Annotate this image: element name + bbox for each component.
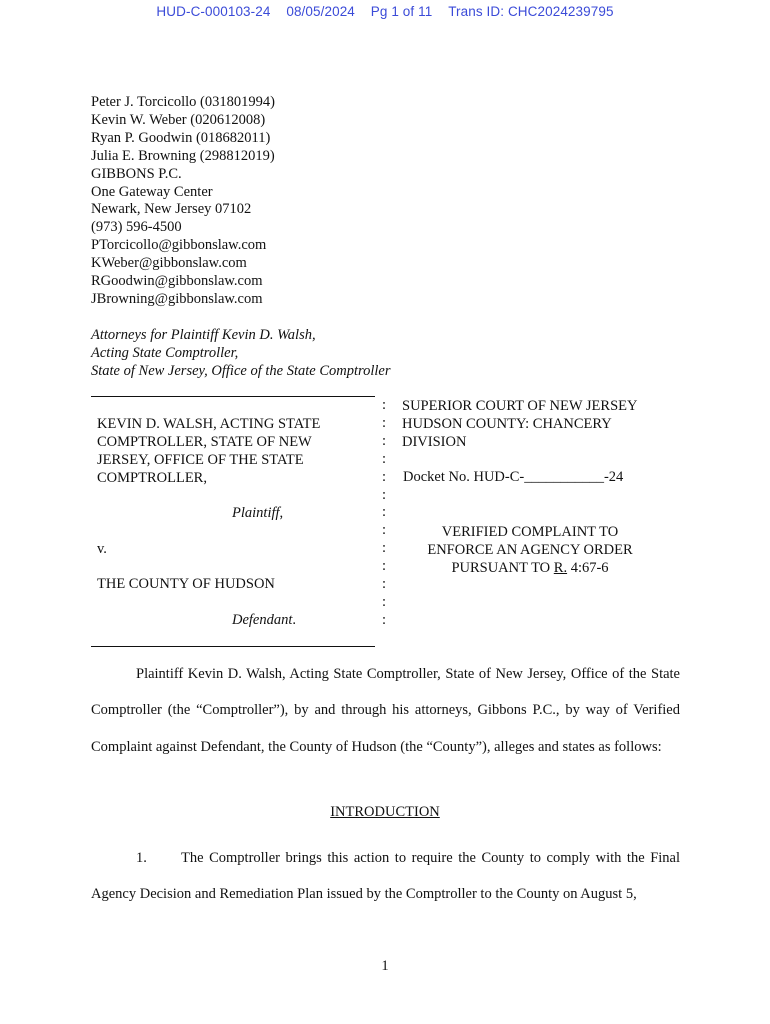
caption-bottom-rule bbox=[91, 646, 375, 647]
caption-colon: : bbox=[382, 397, 387, 413]
counsel-line: GIBBONS P.C. bbox=[91, 165, 182, 182]
section-heading: INTRODUCTION bbox=[330, 804, 440, 820]
caption-colon: : bbox=[382, 504, 387, 521]
caption-plaintiff bbox=[97, 415, 320, 487]
plaintiff-name-line: COMPTROLLER, STATE OF NEW bbox=[97, 434, 312, 450]
defendant-name: THE COUNTY OF HUDSON bbox=[97, 576, 275, 592]
plaintiff-name-line: KEVIN D. WALSH, ACTING STATE bbox=[97, 416, 321, 432]
court-line: HUDSON COUNTY: CHANCERY bbox=[402, 416, 612, 432]
caption-colon: : bbox=[382, 558, 387, 575]
counsel-email: JBrowning@gibbonslaw.com bbox=[91, 290, 263, 307]
court-line: DIVISION bbox=[402, 434, 467, 450]
counsel-line: Julia E. Browning (298812019) bbox=[91, 147, 275, 164]
pleading-title-line bbox=[410, 559, 650, 577]
stamp-page: Pg 1 of 11 bbox=[370, 4, 433, 19]
paragraph-text: The Comptroller brings this action to require the County to comply with the Final Agency Decision and Remediation Plan issued by the Comptroller to the County on August 5, bbox=[91, 850, 680, 903]
pleading-title bbox=[410, 523, 650, 577]
plaintiff-tag-comma: , bbox=[279, 505, 284, 521]
plaintiff-designation bbox=[232, 505, 283, 522]
intro-paragraph-block bbox=[91, 656, 680, 765]
counsel-email: PTorcicollo@gibbonslaw.com bbox=[91, 237, 267, 254]
caption-colon: : bbox=[382, 611, 387, 628]
defendant-tag-period: . bbox=[292, 612, 297, 628]
caption-colon: : bbox=[382, 432, 387, 449]
stamp-trans-id: Trans ID: CHC2024239795 bbox=[448, 4, 614, 19]
versus-mark: v. bbox=[97, 541, 107, 557]
numbered-paragraph bbox=[91, 840, 680, 913]
caption-colon: : bbox=[382, 540, 387, 557]
court-rule-abbrev: R. bbox=[553, 560, 568, 576]
page-number: 1 bbox=[381, 958, 389, 974]
defendant-tag-text: Defendant bbox=[232, 612, 293, 628]
attorneys-for-line: Attorneys for Plaintiff Kevin D. Walsh, bbox=[91, 327, 316, 343]
counsel-block bbox=[91, 94, 275, 309]
title-pursuant-text: PURSUANT TO bbox=[451, 560, 554, 576]
counsel-line: Peter J. Torcicollo (031801994) bbox=[91, 94, 275, 110]
caption-colon: : bbox=[382, 414, 387, 431]
stamp-date: 08/05/2024 bbox=[286, 4, 355, 19]
counsel-line: Newark, New Jersey 07102 bbox=[91, 201, 252, 218]
court-rule-number: 4:67-6 bbox=[567, 560, 609, 576]
caption-colon-column bbox=[382, 397, 386, 630]
caption-colon: : bbox=[382, 576, 387, 593]
caption-colon: : bbox=[382, 486, 387, 503]
caption-top-rule bbox=[91, 396, 375, 397]
defendant-designation bbox=[232, 612, 296, 629]
counsel-line: Kevin W. Weber (020612008) bbox=[91, 111, 266, 128]
plaintiff-name-line: JERSEY, OFFICE OF THE STATE bbox=[97, 452, 304, 468]
counsel-line: One Gateway Center bbox=[91, 183, 213, 200]
caption-colon: : bbox=[382, 593, 387, 610]
intro-paragraph: Plaintiff Kevin D. Walsh, Acting State Comptroller, State of New Jersey, Office of the State Comptroller (the “Comptroller”), by and through his attorneys, Gibbons P.C., by way of Verified Complaint against Defendant, the County of Hudson (the “County”), alleges and states as follows: bbox=[91, 666, 680, 755]
counsel-email: RGoodwin@gibbonslaw.com bbox=[91, 273, 263, 290]
paragraph-number: 1. bbox=[136, 850, 147, 866]
pleading-title-line: VERIFIED COMPLAINT TO bbox=[441, 524, 619, 540]
stamp-doc-id: HUD-C-000103-24 bbox=[156, 4, 271, 19]
caption-colon: : bbox=[382, 468, 387, 485]
caption-colon: : bbox=[382, 522, 387, 539]
court-name-block bbox=[402, 397, 637, 451]
counsel-line: Ryan P. Goodwin (018682011) bbox=[91, 129, 271, 146]
counsel-line: (973) 596-4500 bbox=[91, 219, 182, 236]
counsel-email: KWeber@gibbonslaw.com bbox=[91, 255, 247, 272]
court-line: SUPERIOR COURT OF NEW JERSEY bbox=[402, 398, 638, 414]
caption-colon: : bbox=[382, 450, 387, 467]
attorneys-for-line: Acting State Comptroller, bbox=[91, 345, 239, 361]
attorneys-for-block bbox=[91, 326, 390, 380]
filing-stamp-header bbox=[0, 4, 770, 19]
docket-number: Docket No. HUD-C-___________-24 bbox=[403, 469, 624, 485]
attorneys-for-line: State of New Jersey, Office of the State Comptroller bbox=[91, 363, 391, 379]
plaintiff-name-line: COMPTROLLER, bbox=[97, 470, 207, 486]
pleading-title-line: ENFORCE AN AGENCY ORDER bbox=[427, 542, 633, 558]
plaintiff-tag-text: Plaintiff bbox=[232, 505, 280, 521]
